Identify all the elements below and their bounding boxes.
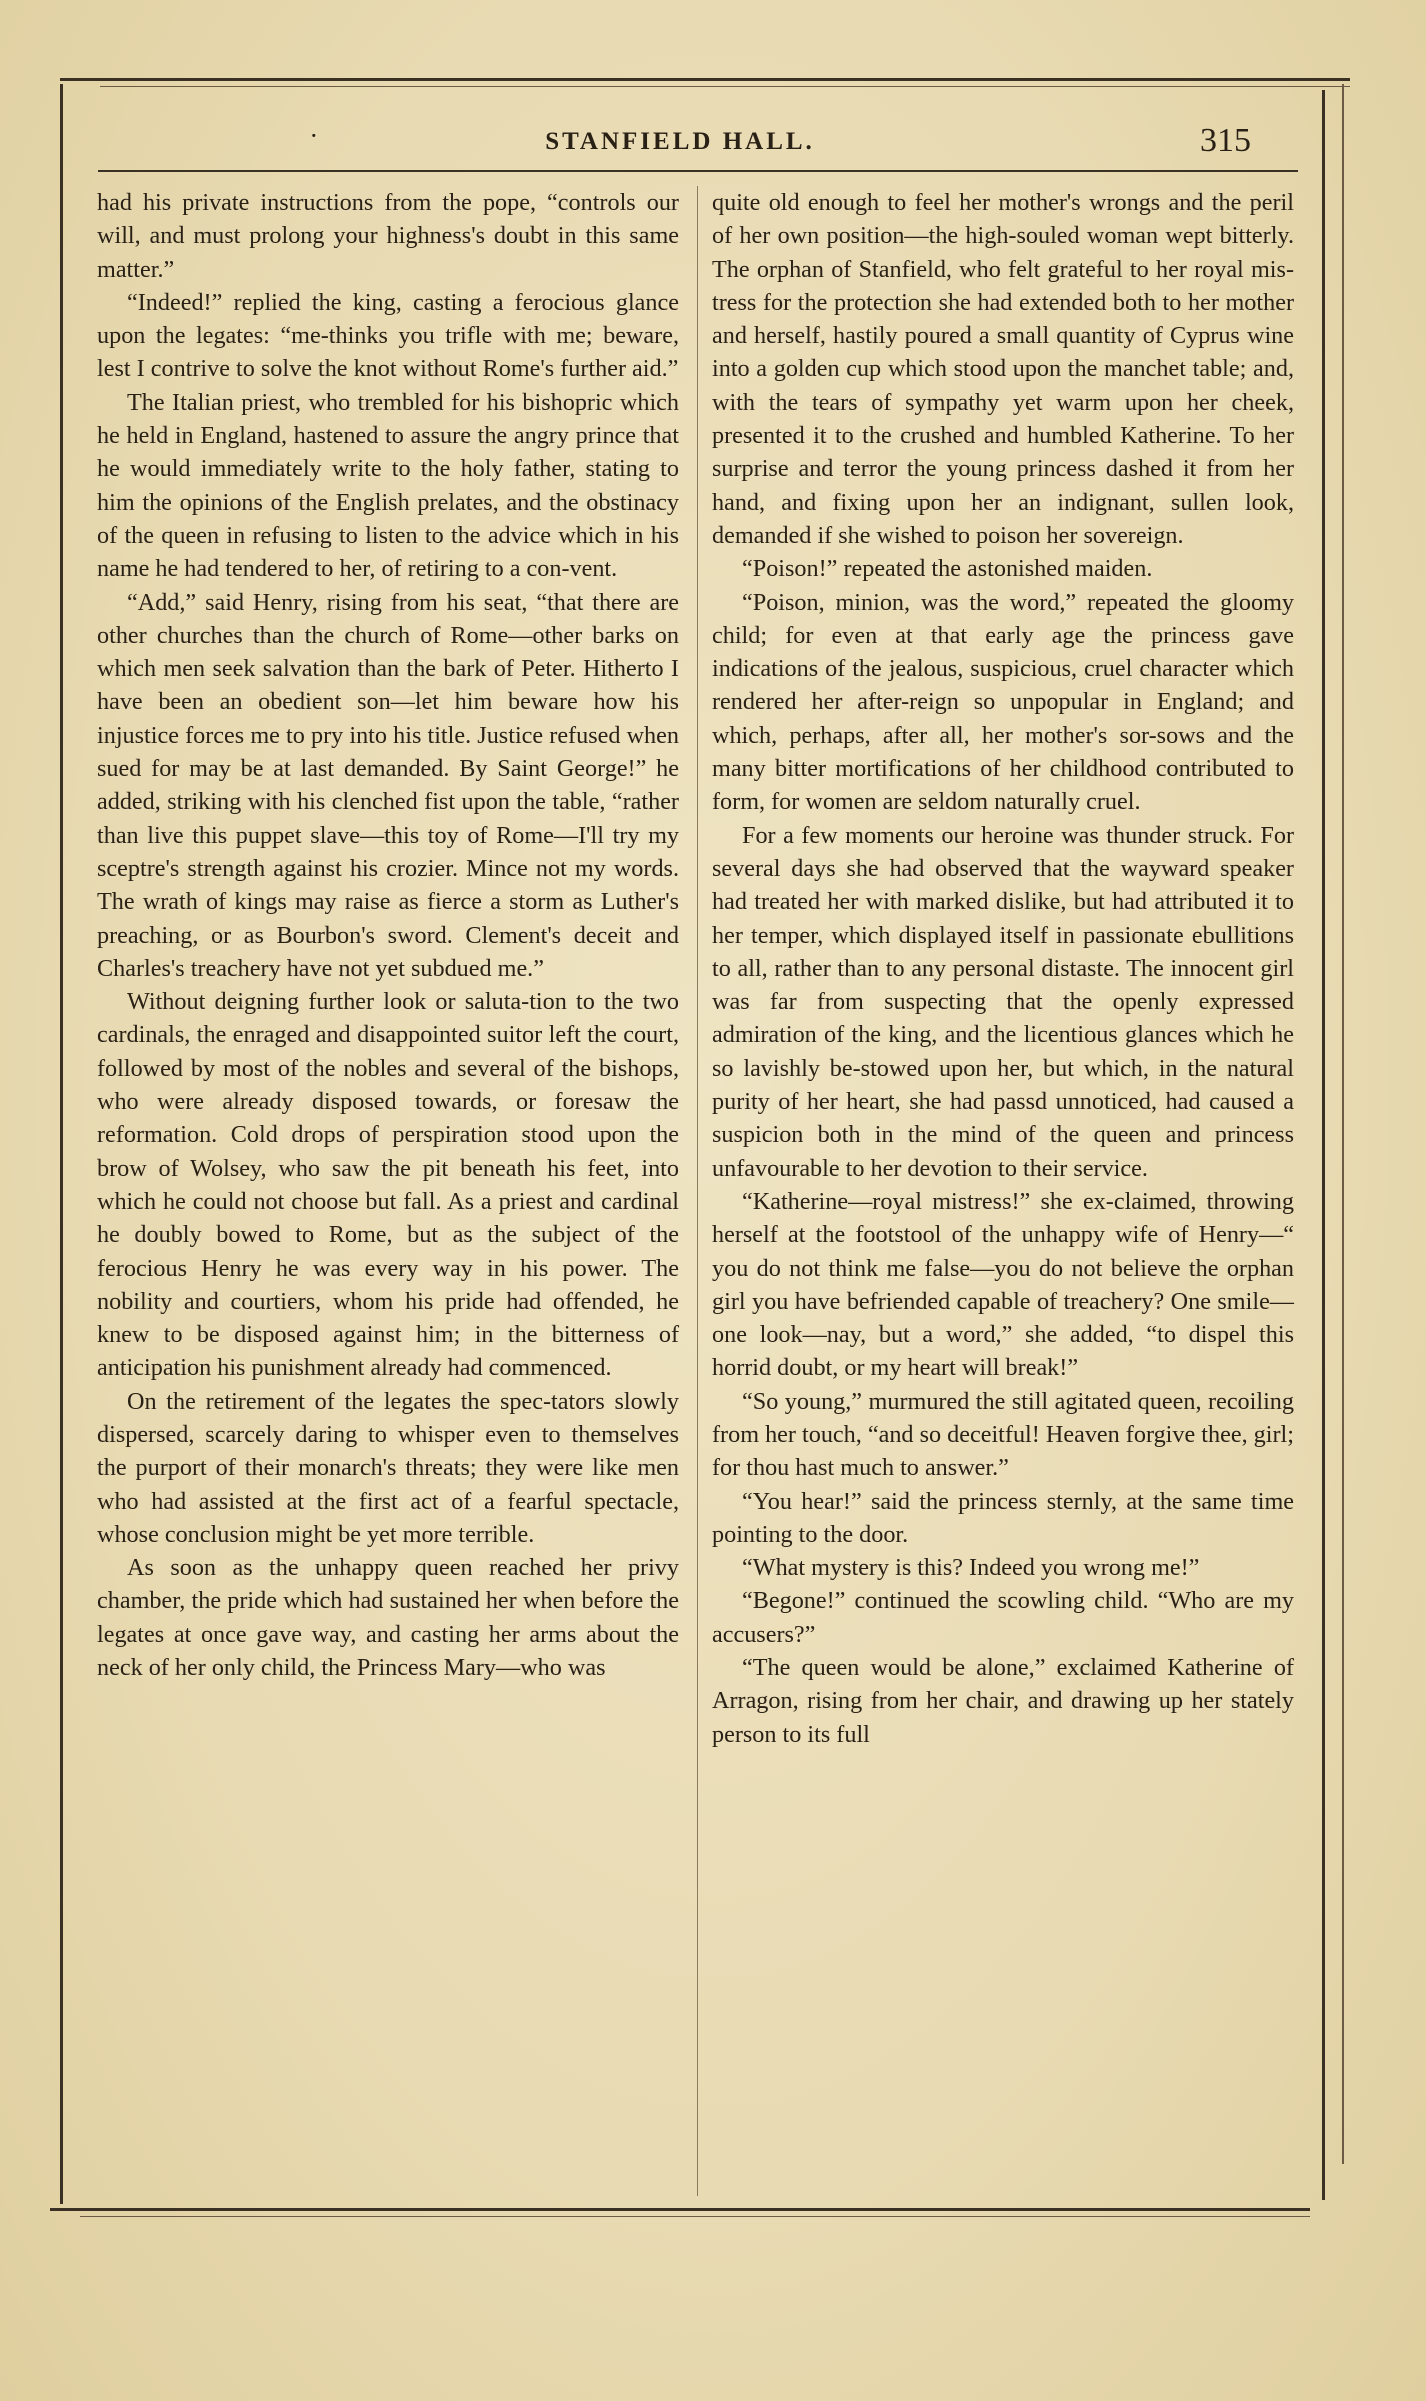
header-rule [98, 170, 1298, 172]
paragraph: had his private instructions from the pope, “controls our will, and must prolong your highness's doubt in this same matter.” [97, 189, 679, 283]
paragraph: The Italian priest, who trembled for his bishopric which he held in England, hastened to assure the angry prince that he would immediately write to the holy father, stating to him the opinions of the English prelates, and the obstinacy of the queen in refusing to listen to the advice which in his name he had tendered to her, of retiring to a con-vent. [97, 388, 679, 583]
paragraph: “The queen would be alone,” exclaimed Katherine of Arragon, rising from her chair, and drawing up her stately person to its full [712, 1654, 1294, 1748]
bottom-border-rule [50, 2208, 1310, 2211]
paragraph: On the retirement of the legates the spec-tators slowly dispersed, scarcely daring to whisper even to themselves the purport of their monarch's threats; they were like men who had assisted at the first act of a fearful spectacle, whose conclusion might be yet more terrible. [97, 1387, 679, 1548]
paragraph: “Katherine—royal mistress!” she ex-claimed, throwing herself at the footstool of the unhappy wife of Henry—“ you do not think me false—you do not believe the orphan girl you have befriended capable of treachery? One smile—one look—nay, but a word,” she added, “to dispel this horrid doubt, or my heart will break!” [712, 1187, 1294, 1382]
left-text-column [97, 186, 679, 1684]
paragraph: “Poison, minion, was the word,” repeated the gloomy child; for even at that early age the princess gave indications of the jealous, suspicious, cruel character which rendered her after-reign so unpopular in England; and which, perhaps, after all, her mother's sor-sows and the many bitter mortifications of her childhood contributed to form, for women are seldom naturally cruel. [712, 588, 1294, 816]
paragraph: “Poison!” repeated the astonished maiden. [742, 555, 1153, 583]
column-divider [697, 186, 698, 2196]
bottom-border-rule-inner [80, 2216, 1310, 2217]
paragraph: “Indeed!” replied the king, casting a ferocious glance upon the legates: “me-thinks you trifle with me; beware, lest I contrive to solve the knot without Rome's further aid.” [97, 288, 679, 383]
paragraph: As soon as the unhappy queen reached her privy chamber, the pride which had sustained her when before the legates at once gave way, and casting her arms about the neck of her only child, the Princess Mary—who was [97, 1554, 679, 1682]
left-border-rule [60, 84, 63, 2204]
paragraph: “What mystery is this? Indeed you wrong me!” [742, 1554, 1200, 1582]
top-border-rule [60, 78, 1350, 81]
paragraph: “Add,” said Henry, rising from his seat, “that there are other churches than the church of Rome—other barks on which men seek salvation than the bark of Peter. Hitherto I have been an obedient son—let him beware how his injustice forces me to pry into his title. Justice refused when sued for may be at last demanded. By Saint George!” he added, striking with his clenched fist upon the table, “rather than live this puppet slave—this toy of Rome—I'll try my sceptre's strength against his crozier. Mince not my words. The wrath of kings may raise as fierce a storm as Luther's preaching, or as Bourbon's sword. Clement's deceit and Charles's treachery have not yet subdued me.” [97, 588, 679, 982]
right-border-rule [1322, 90, 1325, 2200]
right-text-column [712, 186, 1294, 1751]
header-mark: · [310, 122, 318, 150]
paragraph: “So young,” murmured the still agitated queen, recoiling from her touch, “and so deceitful! Heaven forgive thee, girl; for thou hast much to answer.” [712, 1387, 1294, 1482]
paragraph: quite old enough to feel her mother's wrongs and the peril of her own position—the high-souled woman wept bitterly. The orphan of Stanfield, who felt grateful to her royal mis-tress for the protection she had extended both to her mother and herself, hastily poured a small quantity of Cyprus wine into a golden cup which stood upon the manchet table; and, with the tears of sympathy yet warm upon her cheek, presented it to the crushed and humbled Katherine. To her surprise and terror the young princess dashed it from her hand, and fixing upon her an indignant, sullen look, demanded if she wished to poison her sovereign. [712, 189, 1294, 549]
top-border-rule-inner [100, 86, 1350, 87]
running-title: STANFIELD HALL. [545, 128, 815, 155]
paragraph: For a few moments our heroine was thunder struck. For several days she had observed that the wayward speaker had treated her with marked dislike, but had attributed it to her temper, which displayed itself in passionate ebullitions to all, rather than to any personal distaste. The innocent girl was far from suspecting that the openly expressed admiration of the king, and the licentious glances which he so lavishly be-stowed upon her, but which, in the natural purity of her heart, she had passd unnoticed, had caused a suspicion both in the mind of the queen and princess unfavourable to her devotion to their service. [712, 821, 1294, 1182]
paragraph: Without deigning further look or saluta-tion to the two cardinals, the enraged and disappointed suitor left the court, followed by most of the nobles and several of the bishops, who were already disposed towards, or foresaw the reformation. Cold drops of perspiration stood upon the brow of Wolsey, who saw the pit beneath his feet, into which he could not choose but fall. As a priest and cardinal he doubly bowed to Rome, but as the subject of the ferocious Henry he was every way in his power. The nobility and courtiers, whom his pride had offended, he knew to be disposed against him; in the bitterness of anticipation his punishment already had commenced. [97, 988, 679, 1382]
right-border-rule-outer [1342, 84, 1344, 2164]
paragraph: “You hear!” said the princess sternly, at the same time pointing to the door. [712, 1487, 1294, 1548]
paragraph: “Begone!” continued the scowling child. “Who are my accusers?” [712, 1587, 1294, 1648]
page-number: 315 [1200, 122, 1251, 159]
running-header [80, 118, 1280, 174]
